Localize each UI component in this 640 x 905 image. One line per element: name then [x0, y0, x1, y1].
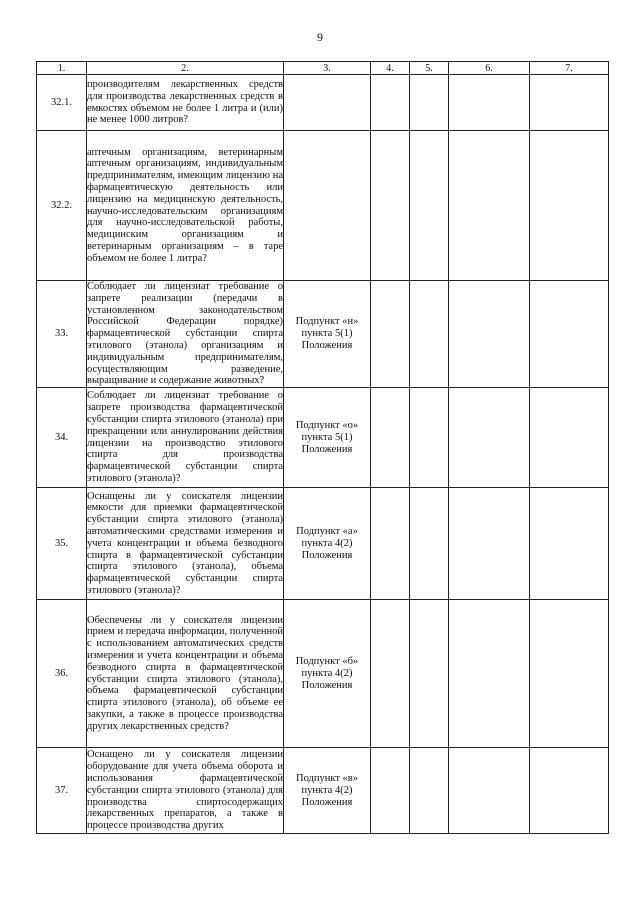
legal-reference: Подпункт «в» пункта 4(2) Положения [284, 748, 371, 834]
column-header: 2. [87, 62, 284, 75]
answer-cell[interactable] [371, 600, 410, 748]
answer-cell[interactable] [371, 75, 410, 131]
answer-cell[interactable] [371, 131, 410, 281]
legal-reference: Подпункт «н» пункта 5(1) Положения [284, 281, 371, 388]
column-header: 3. [284, 62, 371, 75]
answer-cell[interactable] [410, 131, 449, 281]
table-row [37, 600, 609, 748]
answer-cell[interactable] [410, 281, 449, 388]
legal-reference: Подпункт «б» пункта 4(2) Положения [284, 600, 371, 748]
row-number: 37. [37, 748, 87, 834]
answer-cell[interactable] [449, 748, 530, 834]
answer-cell[interactable] [530, 75, 609, 131]
legal-reference [284, 131, 371, 281]
answer-cell[interactable] [410, 748, 449, 834]
column-header: 6. [449, 62, 530, 75]
answer-cell[interactable] [530, 488, 609, 600]
requirement-text: Соблюдает ли лицензиат требование о запрете производства фармацевтической субстанции спирта этилового (этанола) при прекращении или аннулировании действия лицензии на производство этилового спирта для производства фармацевтической субстанции спирта этилового (этанола)? [87, 390, 283, 485]
column-header: 4. [371, 62, 410, 75]
row-number: 32.2. [37, 131, 87, 281]
column-header: 5. [410, 62, 449, 75]
requirement-text: производителям лекарственных средств для производства лекарственных средств в емкостях объемом не более 1 литра и (или) не менее 1000 литров? [87, 78, 283, 126]
table-row [37, 488, 609, 600]
checklist-table [36, 61, 609, 834]
table-row [37, 748, 609, 834]
requirement-text: Соблюдает ли лицензиат требование о запрете реализации (передачи в установленном законодательством Российской Федерации порядке) фармацевтической субстанции спирта этилового (этанола) организациям и индивидуальным предпринимателям, осуществляющим разведение, выращивание и содержание животных? [87, 281, 283, 387]
answer-cell[interactable] [530, 748, 609, 834]
answer-cell[interactable] [449, 75, 530, 131]
row-number: 32.1. [37, 75, 87, 131]
answer-cell[interactable] [449, 131, 530, 281]
answer-cell[interactable] [410, 600, 449, 748]
table-row [37, 75, 609, 131]
answer-cell[interactable] [371, 748, 410, 834]
answer-cell[interactable] [449, 600, 530, 748]
row-number: 35. [37, 488, 87, 600]
answer-cell[interactable] [530, 131, 609, 281]
answer-cell[interactable] [410, 75, 449, 131]
answer-cell[interactable] [449, 281, 530, 388]
table-row [37, 281, 609, 388]
requirement-text: Оснащены ли у соискателя лицензии емкости для приемки фармацевтической субстанции спирта этилового (этанола) автоматическими средствами измерения и учета концентрации и объема безводного спирта в фармацевтической субстанции спирта этилового (этанола), объема фармацевтической субстанции спирта этилового (этанола)? [87, 490, 283, 596]
column-header: 7. [530, 62, 609, 75]
answer-cell[interactable] [371, 281, 410, 388]
answer-cell[interactable] [371, 388, 410, 488]
row-number: 34. [37, 388, 87, 488]
requirement-text: Оснащено ли у соискателя лицензии оборудование для учета объема оборота и использования фармацевтической субстанции спирта этилового (этанола) для производства спиртосодержащих лекарственных препаратов, а также в процессе производства других [87, 749, 283, 832]
requirement-text: Обеспечены ли у соискателя лицензии прием и передача информации, полученной с использованием автоматических средств измерения и учета концентрации и объема безводного спирта в фармацевтической субстанции спирта этилового (этанола), объема фармацевтической субстанции спирта этилового (этанола), об объеме ее закупки, а также в процессе производства других лекарственных средств? [87, 614, 283, 732]
legal-reference: Подпункт «а» пункта 4(2) Положения [284, 488, 371, 600]
answer-cell[interactable] [410, 488, 449, 600]
table-row [37, 131, 609, 281]
answer-cell[interactable] [449, 388, 530, 488]
row-number: 36. [37, 600, 87, 748]
column-header-row [37, 62, 609, 75]
table-row [37, 388, 609, 488]
page-number: 9 [317, 30, 323, 44]
legal-reference [284, 75, 371, 131]
answer-cell[interactable] [530, 600, 609, 748]
row-number: 33. [37, 281, 87, 388]
answer-cell[interactable] [449, 488, 530, 600]
answer-cell[interactable] [530, 388, 609, 488]
requirement-text: аптечным организациям, ветеринарным аптечным организациям, индивидуальным предпринимателям, имеющим лицензию на фармацевтическую деятельность или лицензию на медицинскую деятельность, научно-исследовательским организациям для научно-исследовательской работы, медицинским организациям и ветеринарным организациям – в таре объемом не более 1 литра? [87, 146, 283, 264]
answer-cell[interactable] [530, 281, 609, 388]
legal-reference: Подпункт «о» пункта 5(1) Положения [284, 388, 371, 488]
answer-cell[interactable] [410, 388, 449, 488]
answer-cell[interactable] [371, 488, 410, 600]
column-header: 1. [37, 62, 87, 75]
